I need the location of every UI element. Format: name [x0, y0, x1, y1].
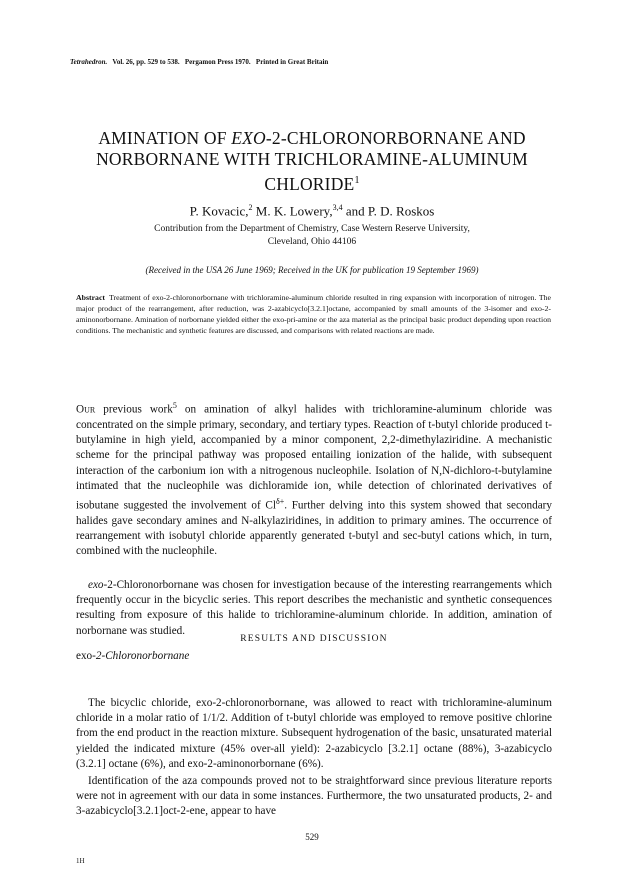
intro-text-3: . Further delving into this system showed that secondary halides gave secondary amines and N-alkylaziridines, in addition to primary amines. The occurrence of rearrangement with isobutyl chloride apparently generated t-butyl and sec-butyl cations which, in turn, combined with the nucleophile. [76, 499, 552, 558]
affiliation-line2: Cleveland, Ohio 44106 [267, 237, 357, 247]
affiliation-line1: Contribution from the Department of Chemistry, Case Western Reserve University, [154, 224, 470, 234]
intro-text-1: previous work [103, 403, 173, 416]
received-dates: (Received in the USA 26 June 1969; Received in the UK for publication 19 September 1969) [145, 265, 479, 275]
para2-lead: exo [88, 579, 104, 591]
author-2: M. K. Lowery, [255, 203, 333, 219]
title-line2: NORBORNANE WITH TRICHLORAMINE-ALUMINUM [96, 149, 528, 169]
journal-header [70, 58, 550, 66]
journal-name: Tetrahedron. [70, 58, 108, 66]
title-line1-a: AMINATION OF [98, 128, 232, 148]
title-line1-italic: EXO [231, 128, 266, 148]
intro-paragraph [76, 398, 552, 560]
intro-sup-charge: δ+ [275, 496, 285, 506]
abstract [76, 292, 551, 336]
title-line3: CHLORIDE [264, 173, 355, 194]
journal-details: Vol. 26, pp. 529 to 538. [112, 58, 180, 66]
author-3: P. D. Roskos [367, 203, 435, 219]
paragraph-4: Identification of the aza compounds proved not to be straightforward since previous literature reports were not in agreement with our data in some instances. Furthermore, the two unsaturated products, 2- and 3-azabicyclo[3.2.1]oct-2-ene, appear to have [76, 775, 552, 818]
journal-publisher: Pergamon Press 1970. [184, 58, 251, 66]
author-list [60, 203, 564, 219]
section-heading: RESULTS AND DISCUSSION [240, 634, 388, 644]
abstract-label: Abstract [76, 293, 106, 302]
subsection-italic: -2-Chloronorbornane [92, 650, 190, 662]
subsection-roman: exo [76, 650, 93, 662]
journal-printed: Printed in Great Britain [255, 58, 329, 66]
abstract-text: Treatment of exo-2-chloronorbornane with trichloramine-aluminum chloride resulted in ring expansion with incorporation of nitrogen. The major product of the rearrangement, after reduction, was 2-azabicyclo[3.2.1]octane, accompanied by small amounts of the 3-isomer and exo-2-aminonorbornane. Amination of norbornane yielded either the exo-pri-amine or the aza material as the principal basic product depending upon reaction conditions. The mechanistic and synthetic features are discussed, and comparisons with related reactions are made. [76, 293, 551, 335]
paper-title [60, 128, 564, 195]
subsection-heading [76, 650, 552, 662]
author-1-ref: 2 [248, 203, 253, 212]
intro-first-word: Our [76, 403, 96, 416]
intro-text-2: on amination of alkyl halides with trichloramine-aluminum chloride was concentrated on the simple primary, secondary, and tertiary types. Reaction of t-butyl chloride produced t-butylamine in high yield, accompanied by a minor component, 2,2-dimethylaziridine. A mechanistic scheme for the principal pathway was proposed entailing ionization of the halide, with subsequent interaction of the carbonium ion with a nitrogenous nucleophile. Isolation of N,N-dichloro-t-butylamine intimated that the nucleophile was dichloramide ion, while detection of chlorinated derivatives of isobutane suggested the involvement of Cl [76, 403, 553, 512]
page-number: 529 [305, 832, 319, 842]
author-1: P. Kovacic, [189, 203, 249, 219]
title-footnote-ref: 1 [354, 175, 360, 186]
intro-ref: 5 [172, 401, 177, 410]
author-2-ref: 3,4 [332, 203, 343, 212]
printer-signature: 1H [76, 857, 85, 865]
para2-text: -2-Chloronorbornane was chosen for investigation because of the interesting rearrangements which frequently occur in the bicyclic series. This report describes the mechanistic and synthetic consequences resulting from exposure of this halide to trichloramine-aluminum chloride. In addition, amination of norbornane was studied. [76, 579, 552, 637]
title-line1-b: -2-CHLORONORBORNANE AND [265, 128, 526, 148]
paragraph-3: The bicyclic chloride, exo-2-chloronorbornane, was allowed to react with trichloramine-aluminum chloride in a molar ratio of 1/1/2. Addition of t-butyl chloride was employed to remove positive chlorine from the end product in the reaction mixture. Subsequent hydrogenation of the basic, unsaturated material yielded the indicated mixture (45% over-all yield): 2-azabicyclo [3.2.1] octane (88%), 3-azabicyclo (3.2.1] octane (6%), and exo-2-aminonorbornane (6%). [76, 697, 552, 770]
paragraph-2 [76, 578, 552, 639]
affiliation [60, 223, 564, 249]
author-and: and [345, 203, 365, 219]
